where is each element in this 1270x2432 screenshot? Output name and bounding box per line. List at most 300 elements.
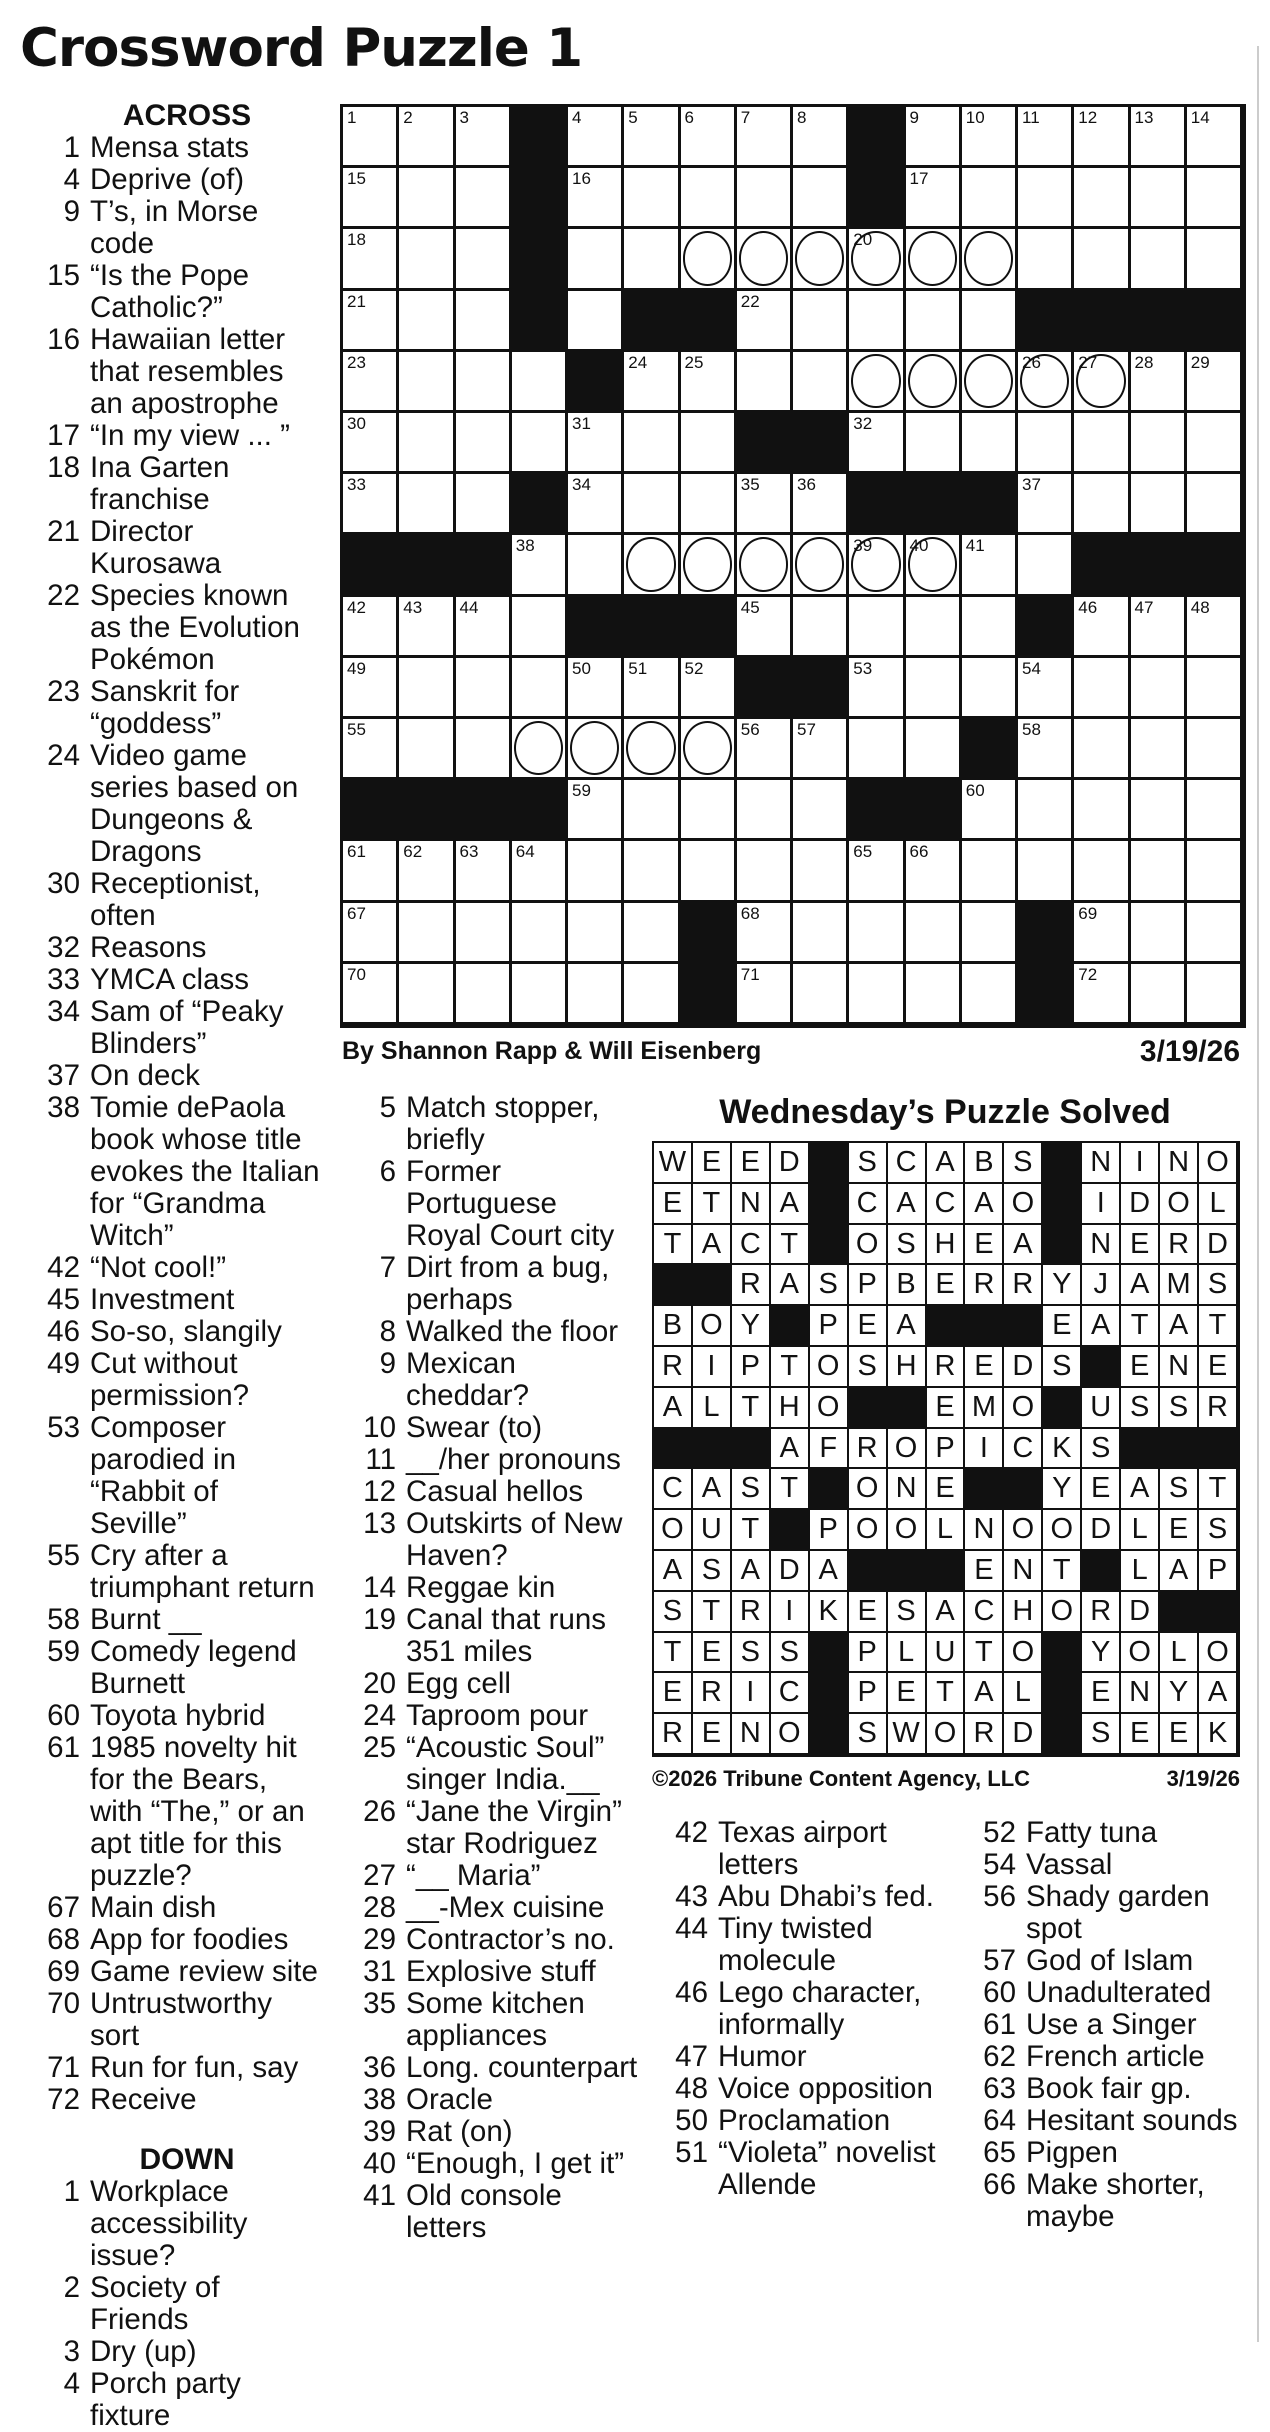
grid-cell[interactable] [906,964,959,1022]
grid-cell[interactable] [624,168,677,226]
grid-cell[interactable] [793,841,846,899]
grid-cell[interactable] [568,841,621,899]
solved-cell [888,1469,925,1508]
solved-cell [1160,1347,1197,1386]
grid-cell[interactable] [1187,841,1240,899]
solved-letter: O [1206,1146,1229,1178]
grid-cell[interactable] [399,352,452,410]
solved-letter: R [1168,1227,1190,1260]
grid-cell[interactable] [793,474,846,532]
grid-cell[interactable] [568,107,621,165]
grid-cell[interactable] [737,780,790,838]
grid-cell[interactable] [1131,352,1184,410]
grid-cell[interactable] [456,352,509,410]
grid-cell[interactable] [624,841,677,899]
solved-letter: I [1096,1186,1105,1219]
grid-cell[interactable] [1074,229,1127,287]
grid-cell[interactable] [1018,474,1071,532]
grid-cell[interactable] [962,841,1015,899]
clue-number: 71 [47,2051,80,2084]
grid-cell[interactable] [1131,474,1184,532]
down-clue-48 [650,2073,950,2105]
grid-cell[interactable] [456,413,509,471]
grid-cell[interactable] [849,229,902,287]
grid-cell[interactable] [793,291,846,349]
clue-text: Burnt __ [90,1603,202,1636]
clue-number: 24 [363,1699,396,1732]
across-clue-18 [22,452,322,516]
grid-cell[interactable] [512,535,565,593]
grid-cell[interactable] [343,841,396,899]
grid-cell[interactable] [737,903,790,961]
grid-cell[interactable] [962,229,1015,287]
grid-cell[interactable] [399,413,452,471]
solved-cell [888,1510,925,1549]
grid-cell[interactable] [793,597,846,655]
grid-cell[interactable] [962,352,1015,410]
cell-number: 24 [628,352,648,372]
down-clue-41 [338,2180,638,2244]
grid-cell[interactable] [568,474,621,532]
solved-letter: R [739,1268,761,1301]
solved-letter: Y [1168,1676,1189,1709]
cell-number: 64 [515,842,535,862]
grid-cell[interactable] [1187,413,1240,471]
solved-block [810,1714,847,1753]
grid-cell[interactable] [568,168,621,226]
grid-cell[interactable] [1018,352,1071,410]
grid-cell[interactable] [343,658,396,716]
grid-cell[interactable] [343,413,396,471]
grid-cell[interactable] [456,474,509,532]
grid-cell[interactable] [1018,658,1071,716]
grid-cell[interactable] [624,413,677,471]
grid-cell[interactable] [456,597,509,655]
cell-number: 22 [740,291,760,311]
solved-cell [1004,1714,1041,1753]
grid-cell[interactable] [1187,168,1240,226]
cell-number: 50 [572,658,591,678]
solved-cell [927,1673,964,1712]
grid-cell[interactable] [906,535,959,593]
grid-cell[interactable] [1074,352,1127,410]
solved-cell [1199,1184,1236,1223]
grid-cell[interactable] [456,291,509,349]
grid-cell[interactable] [962,413,1015,471]
cell-number: 43 [403,597,423,617]
grid-cell[interactable] [456,229,509,287]
grid-cell[interactable] [456,841,509,899]
grid-cell[interactable] [568,658,621,716]
clue-number: 1 [63,131,80,164]
grid-cell[interactable] [681,658,734,716]
grid-cell[interactable] [681,719,734,777]
clue-number: 41 [363,2179,396,2212]
grid-cell[interactable] [512,841,565,899]
grid-cell[interactable] [624,658,677,716]
solved-letter: O [1167,1186,1190,1219]
grid-cell[interactable] [737,474,790,532]
grid-cell[interactable] [849,903,902,961]
grid-cell[interactable] [343,474,396,532]
grid-cell[interactable] [681,168,734,226]
grid-cell[interactable] [512,964,565,1022]
grid-cell[interactable] [849,291,902,349]
grid-cell[interactable] [1131,964,1184,1022]
grid-cell[interactable] [737,535,790,593]
cell-number: 10 [965,108,985,127]
grid-cell[interactable] [681,229,734,287]
grid-cell[interactable] [399,658,452,716]
clue-text: Tomie dePaola book whose title evokes the Italian for “Grandma Witch” [90,1091,320,1252]
solved-letter: F [819,1431,838,1464]
grid-cell[interactable] [1018,413,1071,471]
grid-cell[interactable] [962,597,1015,655]
grid-cell[interactable] [624,535,677,593]
grid-cell[interactable] [343,719,396,777]
grid-cell[interactable] [1018,719,1071,777]
clue-text: Video game series based on Dungeons & Dragons [90,739,299,868]
grid-cell[interactable] [962,168,1015,226]
grid-cell[interactable] [962,291,1015,349]
grid-cell[interactable] [793,352,846,410]
grid-cell[interactable] [1074,413,1127,471]
solved-letter: C [739,1227,761,1260]
across-clue-17 [22,420,322,452]
grid-cell[interactable] [793,535,846,593]
grid-cell[interactable] [456,964,509,1022]
solved-letter: U [700,1513,722,1546]
grid-cell[interactable] [737,964,790,1022]
clue-number: 52 [983,1816,1016,1849]
solved-letter: L [1014,1676,1031,1709]
solved-letter: M [971,1390,996,1423]
grid-cell[interactable] [1187,658,1240,716]
grid-cell[interactable] [1187,780,1240,838]
grid-cell[interactable] [1018,168,1071,226]
grid-cell[interactable] [343,107,396,165]
grid-cell[interactable] [1187,229,1240,287]
solved-letter: A [935,1594,955,1627]
grid-cell[interactable] [793,719,846,777]
grid-cell[interactable] [1131,903,1184,961]
clue-number: 60 [47,1699,80,1732]
solved-cell [732,1265,769,1304]
grid-cell[interactable] [1131,780,1184,838]
grid-cell[interactable] [1074,719,1127,777]
grid-cell[interactable] [849,352,902,410]
cell-number: 44 [459,597,479,617]
grid-cell[interactable] [681,535,734,593]
grid-block [1018,597,1071,655]
grid-cell[interactable] [906,291,959,349]
grid-cell[interactable] [681,474,734,532]
solved-block [1160,1592,1197,1631]
grid-cell[interactable] [906,107,959,165]
grid-cell[interactable] [1074,964,1127,1022]
crossword-grid[interactable] [340,104,1246,1028]
grid-cell[interactable] [906,658,959,716]
grid-cell[interactable] [793,229,846,287]
grid-cell[interactable] [1074,474,1127,532]
solved-block [1004,1469,1041,1508]
grid-cell[interactable] [343,168,396,226]
circled-cell-marker [795,231,844,285]
grid-cell[interactable] [456,168,509,226]
clue-text: “Not cool!” [90,1251,227,1284]
grid-cell[interactable] [1131,597,1184,655]
clue-number: 61 [983,2008,1016,2041]
grid-cell[interactable] [681,841,734,899]
grid-cell[interactable] [1131,841,1184,899]
grid-cell[interactable] [1131,658,1184,716]
grid-cell[interactable] [793,903,846,961]
solved-cell [888,1265,925,1304]
solved-letter: S [1091,1431,1111,1464]
grid-cell[interactable] [1074,780,1127,838]
grid-cell[interactable] [1074,903,1127,961]
solved-letter: D [1012,1717,1034,1750]
down-clue-35 [338,1988,638,2052]
grid-cell[interactable] [737,291,790,349]
byline: By Shannon Rapp & Will Eisenberg [342,1037,762,1065]
grid-cell[interactable] [568,903,621,961]
grid-cell[interactable] [1018,535,1071,593]
solved-block [1121,1429,1158,1468]
grid-cell[interactable] [1187,474,1240,532]
grid-cell[interactable] [343,964,396,1022]
grid-cell[interactable] [849,658,902,716]
across-clue-58 [22,1604,322,1636]
grid-cell[interactable] [399,229,452,287]
grid-cell[interactable] [456,719,509,777]
grid-cell[interactable] [343,903,396,961]
grid-cell[interactable] [399,903,452,961]
grid-cell[interactable] [1018,841,1071,899]
cell-number: 33 [347,475,366,495]
clue-text: Outskirts of New Haven? [406,1507,623,1572]
grid-cell[interactable] [906,719,959,777]
clue-text: Porch party fixture [90,2367,241,2432]
grid-cell[interactable] [1187,107,1240,165]
grid-cell[interactable] [568,229,621,287]
down-clue-20 [338,1668,638,1700]
grid-cell[interactable] [399,719,452,777]
grid-cell[interactable] [737,107,790,165]
solved-cell [654,1225,691,1264]
grid-cell[interactable] [568,964,621,1022]
solved-cell [888,1673,925,1712]
solved-cell [849,1347,886,1386]
grid-cell[interactable] [624,352,677,410]
solved-cell [1043,1265,1080,1304]
copyright: ©2026 Tribune Content Agency, LLC [652,1766,1031,1791]
solved-letter: E [974,1350,994,1382]
solved-cell [1160,1551,1197,1590]
grid-cell[interactable] [849,535,902,593]
grid-cell[interactable] [962,658,1015,716]
solved-block [1043,1714,1080,1753]
grid-cell[interactable] [399,474,452,532]
grid-cell[interactable] [793,107,846,165]
grid-cell[interactable] [624,719,677,777]
grid-cell[interactable] [343,291,396,349]
down-clue-6 [338,1156,638,1252]
grid-cell[interactable] [399,597,452,655]
grid-cell[interactable] [906,841,959,899]
grid-cell[interactable] [624,903,677,961]
solved-letter: P [857,1676,877,1709]
grid-cell[interactable] [737,597,790,655]
grid-cell[interactable] [737,719,790,777]
grid-cell[interactable] [1018,229,1071,287]
grid-cell[interactable] [737,168,790,226]
grid-cell[interactable] [681,780,734,838]
solved-cell [849,1184,886,1223]
grid-cell[interactable] [456,658,509,716]
grid-cell[interactable] [793,168,846,226]
solved-letter: P [857,1268,877,1301]
grid-cell[interactable] [1131,168,1184,226]
grid-cell[interactable] [1187,719,1240,777]
grid-cell[interactable] [399,168,452,226]
grid-cell[interactable] [1131,719,1184,777]
grid-cell[interactable] [906,168,959,226]
grid-cell[interactable] [512,903,565,961]
grid-cell[interactable] [399,107,452,165]
grid-cell[interactable] [1074,168,1127,226]
solved-cell [1043,1592,1080,1631]
grid-cell[interactable] [962,535,1015,593]
grid-block [512,229,565,287]
grid-cell[interactable] [343,597,396,655]
grid-cell[interactable] [1131,229,1184,287]
solved-letter: A [662,1554,683,1586]
grid-cell[interactable] [568,719,621,777]
grid-cell[interactable] [962,107,1015,165]
grid-cell[interactable] [512,658,565,716]
grid-cell[interactable] [568,413,621,471]
grid-cell[interactable] [624,780,677,838]
solved-cell [732,1633,769,1672]
grid-cell[interactable] [512,413,565,471]
solved-letter: B [896,1268,916,1301]
grid-block [793,658,846,716]
grid-cell[interactable] [343,352,396,410]
grid-cell[interactable] [399,964,452,1022]
grid-cell[interactable] [399,841,452,899]
grid-cell[interactable] [849,841,902,899]
grid-cell[interactable] [456,903,509,961]
grid-cell[interactable] [849,964,902,1022]
clue-number: 36 [363,2051,396,2084]
grid-cell[interactable] [1187,352,1240,410]
grid-cell[interactable] [624,229,677,287]
grid-cell[interactable] [624,107,677,165]
grid-cell[interactable] [1187,964,1240,1022]
grid-cell[interactable] [962,903,1015,961]
solved-letter: C [934,1186,956,1219]
grid-cell[interactable] [906,597,959,655]
grid-cell[interactable] [681,352,734,410]
clue-number: 54 [983,1848,1016,1881]
grid-cell[interactable] [849,719,902,777]
grid-cell[interactable] [568,535,621,593]
grid-cell[interactable] [793,964,846,1022]
grid-cell[interactable] [849,413,902,471]
grid-cell[interactable] [624,964,677,1022]
grid-cell[interactable] [512,597,565,655]
solved-letter: B [974,1146,994,1178]
solved-letter: N [1168,1146,1190,1178]
grid-block [456,780,509,838]
down-clue-54 [958,1849,1258,1881]
grid-cell[interactable] [624,474,677,532]
solved-cell [1082,1143,1119,1182]
grid-cell[interactable] [399,291,452,349]
clue-text: Book fair gp. [1026,2072,1192,2105]
clue-text: So-so, slangily [90,1315,282,1348]
grid-cell[interactable] [568,780,621,838]
grid-cell[interactable] [793,780,846,838]
solved-block [888,1551,925,1590]
grid-cell[interactable] [681,107,734,165]
cell-number: 54 [1022,658,1041,678]
grid-cell[interactable] [568,291,621,349]
grid-cell[interactable] [1074,658,1127,716]
grid-cell[interactable] [1018,107,1071,165]
grid-cell[interactable] [906,413,959,471]
grid-cell[interactable] [962,964,1015,1022]
grid-cell[interactable] [1131,107,1184,165]
grid-cell[interactable] [512,352,565,410]
grid-cell[interactable] [906,229,959,287]
grid-cell[interactable] [456,107,509,165]
grid-cell[interactable] [1018,780,1071,838]
grid-cell[interactable] [737,352,790,410]
clue-text: “Violeta” novelist Allende [718,2136,936,2201]
grid-cell[interactable] [906,903,959,961]
grid-cell[interactable] [906,352,959,410]
solved-block [810,1469,847,1508]
solved-letter: H [1012,1594,1034,1627]
grid-cell[interactable] [1187,903,1240,961]
clue-number: 13 [363,1507,396,1540]
grid-cell[interactable] [1074,841,1127,899]
grid-cell[interactable] [737,841,790,899]
solved-letter: E [1207,1350,1228,1382]
grid-cell[interactable] [1074,107,1127,165]
cell-number: 31 [572,414,591,433]
clue-number: 12 [363,1475,396,1508]
clue-text: Pigpen [1026,2136,1118,2169]
grid-cell[interactable] [681,413,734,471]
grid-cell[interactable] [962,780,1015,838]
grid-cell[interactable] [512,719,565,777]
grid-cell[interactable] [737,229,790,287]
solved-cell [965,1510,1002,1549]
solved-letter: A [740,1554,760,1586]
grid-cell[interactable] [1187,597,1240,655]
grid-cell[interactable] [343,229,396,287]
cell-number: 34 [572,475,591,495]
grid-cell[interactable] [849,597,902,655]
solved-letter: P [857,1635,877,1668]
solved-cell [1004,1184,1041,1223]
grid-cell[interactable] [1074,597,1127,655]
grid-cell[interactable] [1131,413,1184,471]
solved-cell [654,1469,691,1508]
